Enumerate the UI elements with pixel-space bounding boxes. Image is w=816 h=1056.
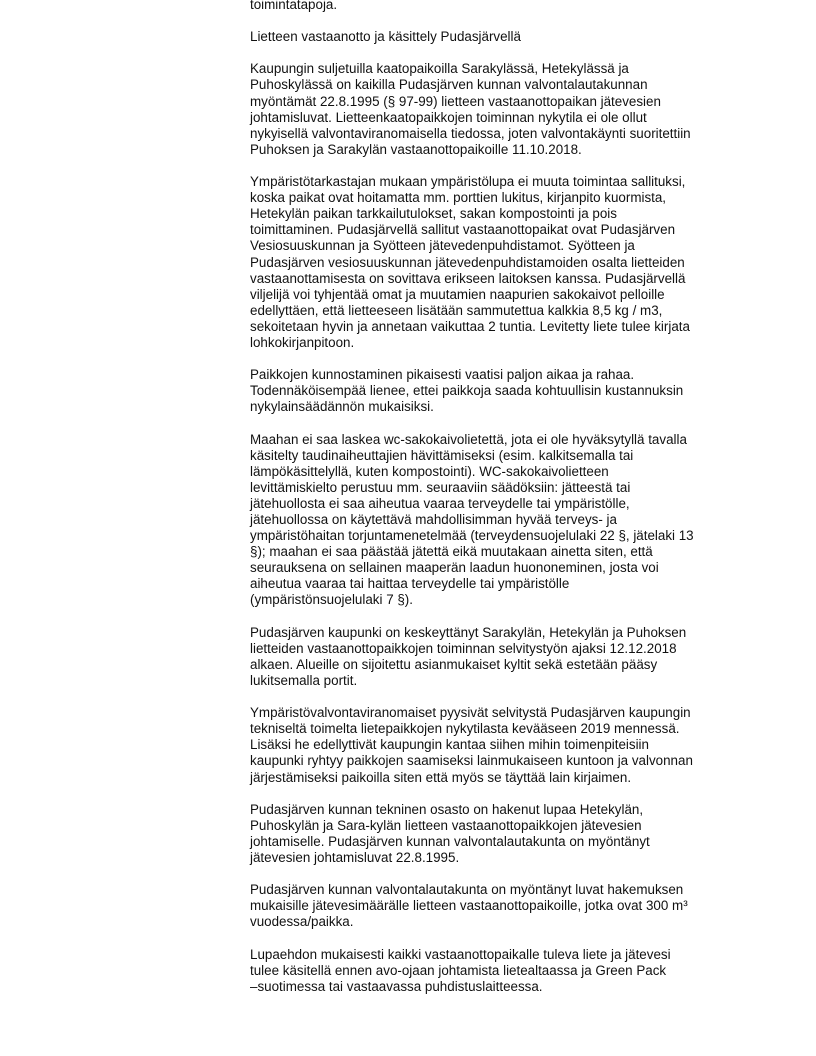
text-line: lämpökäsittelyllä, kuten kompostointi). WC-sakokaivolietteen: [250, 463, 609, 479]
paragraph-p-8: [250, 882, 780, 930]
text-line: johtamisluvat. Lietteenkaatopaikkojen toiminnan nykytila ei ole ollut: [250, 109, 647, 125]
paragraph-p-7: [250, 802, 780, 866]
text-line: –suotimessa tai vastaavassa puhdistuslaitteessa.: [250, 978, 543, 994]
text-line: tekniseltä toimelta lietepaikkojen nykytilasta kevääseen 2019 mennessä.: [250, 721, 680, 737]
text-line: jätevesien johtamisluvat 22.8.1995.: [250, 849, 460, 865]
text-line: tulee käsitellä ennen avo-ojaan johtamista lietealtaassa ja Green Pack: [250, 962, 667, 978]
paragraph-p-heading: [250, 29, 780, 45]
text-line: myöntämät 22.8.1995 (§ 97-99) lietteen vastaanottopaikan jätevesien: [250, 93, 661, 109]
paragraph-gap: [250, 13, 780, 29]
text-line: ympäristöhaitan torjuntamenetelmää (terveydensuojelulaki 22 §, jätelaki 13: [250, 528, 694, 544]
paragraph-p-4: [250, 432, 780, 609]
text-line: Lietteen vastaanotto ja käsittely Pudasjärvellä: [250, 29, 521, 45]
text-line: Pudasjärven vesiosuuskunnan jätevedenpuhdistamoiden osalta lietteiden: [250, 254, 685, 270]
text-line: lietteiden vastaanottopaikkojen toiminnan selvitystyön ajaksi 12.12.2018: [250, 640, 677, 656]
text-line: (ympäristönsuojelulaki 7 §).: [250, 592, 413, 608]
paragraph-gap: [250, 930, 780, 946]
text-line: jätehuollossa on käytettävä mahdollisimman hyvää terveys- ja: [250, 512, 617, 527]
text-line: järjestämiseksi paikoilla siten että myös se täyttää lain kirjaimen.: [250, 769, 632, 785]
text-line: lohkokirjanpitoon.: [250, 334, 355, 350]
paragraph-gap: [250, 158, 780, 174]
text-line: kaupunki ryhtyy paikkojen saamiseksi lainmukaiseen kuntoon ja valvonnan: [250, 753, 693, 769]
paragraph-p-intro-tail: [250, 0, 780, 13]
paragraph-p-6: [250, 705, 780, 785]
text-line: koska paikat ovat hoitamatta mm. porttien lukitus, kirjanpito kuormista,: [250, 190, 667, 206]
document-page: [250, 0, 780, 995]
text-line: käsitelty taudinaiheuttajien hävittämiseksi (esim. kalkitsemalla tai: [250, 447, 634, 463]
text-line: Pudasjärven kunnan valvontalautakunta on myöntänyt luvat hakemuksen: [250, 882, 684, 898]
paragraph-p-2: [250, 174, 780, 351]
text-line: aiheutua vaaraa tai haittaa terveydelle tai ympäristölle: [250, 576, 570, 592]
text-line: jätehuollosta ei saa aiheutua vaaraa terveydelle tai ympäristölle,: [250, 495, 630, 511]
text-line: Ympäristövalvontaviranomaiset pyysivät selvitystä Pudasjärven kaupungin: [250, 705, 691, 721]
text-line: vuodessa/paikka.: [250, 914, 354, 930]
paragraph-p-1: [250, 61, 780, 158]
text-line: lukitsemalla portit.: [250, 672, 358, 688]
text-line: Todennäköisempää lienee, ettei paikkoja saada kohtuullisin kustannuksin: [250, 383, 684, 399]
text-line: Kaupungin suljetuilla kaatopaikoilla Sarakylässä, Hetekylässä ja: [250, 61, 629, 77]
text-line: viljelijä voi tyhjentää omat ja muutamien naapurien sakokaivot pelloille: [250, 286, 665, 302]
text-line: vastaanottamisesta on sovittava erikseen laitoksen kanssa. Pudasjärvellä: [250, 270, 686, 286]
text-line: Puhoskylässä on kaikilla Pudasjärven kunnan valvontalautakunnan: [250, 77, 648, 93]
text-line: johtamiselle. Pudasjärven kunnan valvontalautakunta on myöntänyt: [250, 833, 650, 849]
text-line: nykyisellä valvontaviranomaisella tiedossa, joten valvontakäynti suoritettiin: [250, 125, 691, 141]
text-line: Ympäristötarkastajan mukaan ympäristölupa ei muuta toimintaa sallituksi,: [250, 174, 686, 190]
text-line: Paikkojen kunnostaminen pikaisesti vaatisi paljon aikaa ja rahaa.: [250, 367, 635, 383]
text-line: toimittaminen. Pudasjärvellä sallitut vastaanottopaikat ovat Pudasjärven: [250, 222, 676, 238]
paragraph-p-3: [250, 367, 780, 415]
paragraph-p-5: [250, 625, 780, 689]
text-line: edellyttäen, että lietteeseen lisätään sammutettua kalkkia 8,5 kg / m3,: [250, 302, 663, 318]
text-line: sekoitetaan hyvin ja annetaan vaikuttaa 2 tuntia. Levitetty liete tulee kirjata: [250, 318, 690, 334]
text-line: levittämiskielto perustuu mm. seuraaviin säädöksiin: jätteestä tai: [250, 479, 631, 495]
text-line: alkaen. Alueille on sijoitettu asianmukaiset kyltit sekä estetään pääsy: [250, 656, 658, 672]
text-line: Lisäksi he edellyttivät kaupungin kantaa siihen mihin toimenpiteisiin: [250, 737, 649, 753]
text-line: Pudasjärven kunnan tekninen osasto on hakenut lupaa Hetekylän,: [250, 801, 644, 817]
paragraph-gap: [250, 415, 780, 431]
paragraph-gap: [250, 45, 780, 61]
paragraph-gap: [250, 609, 780, 625]
text-line: Pudasjärven kaupunki on keskeyttänyt Sarakylän, Hetekylän ja Puhoksen: [250, 624, 687, 640]
text-line: nykylainsäädännön mukaisiksi.: [250, 399, 434, 415]
paragraph-p-9: [250, 947, 780, 995]
text-line: seurauksena on sellainen maaperän laadun huononeminen, josta voi: [250, 560, 659, 576]
text-line: §); maahan ei saa päästää jätettä eikä muutakaan ainetta siten, että: [250, 544, 653, 560]
text-line: Puhoskylän ja Sara-kylän lietteen vastaanottopaikkojen jätevesien: [250, 817, 642, 833]
paragraph-gap: [250, 866, 780, 882]
text-line: Lupaehdon mukaisesti kaikki vastaanottopaikalle tuleva liete ja jätevesi: [250, 946, 671, 962]
text-line: Puhoksen ja Sarakylän vastaanottopaikoille 11.10.2018.: [250, 141, 582, 157]
text-line: toimintatapoja.: [250, 0, 338, 12]
paragraph-gap: [250, 786, 780, 802]
text-line: Maahan ei saa laskea wc-sakokaivolietettä, jota ei ole hyväksytyllä tavalla: [250, 431, 687, 447]
text-line: Hetekylän paikan tarkkailutulokset, sakan kompostointi ja pois: [250, 206, 617, 222]
text-line: mukaisille jätevesimäärälle lietteen vastaanottopaikoille, jotka ovat 300 m³: [250, 898, 688, 914]
paragraph-gap: [250, 351, 780, 367]
paragraph-gap: [250, 689, 780, 705]
text-line: Vesiosuuskunnan ja Syötteen jätevedenpuhdistamot. Syötteen ja: [250, 238, 635, 254]
